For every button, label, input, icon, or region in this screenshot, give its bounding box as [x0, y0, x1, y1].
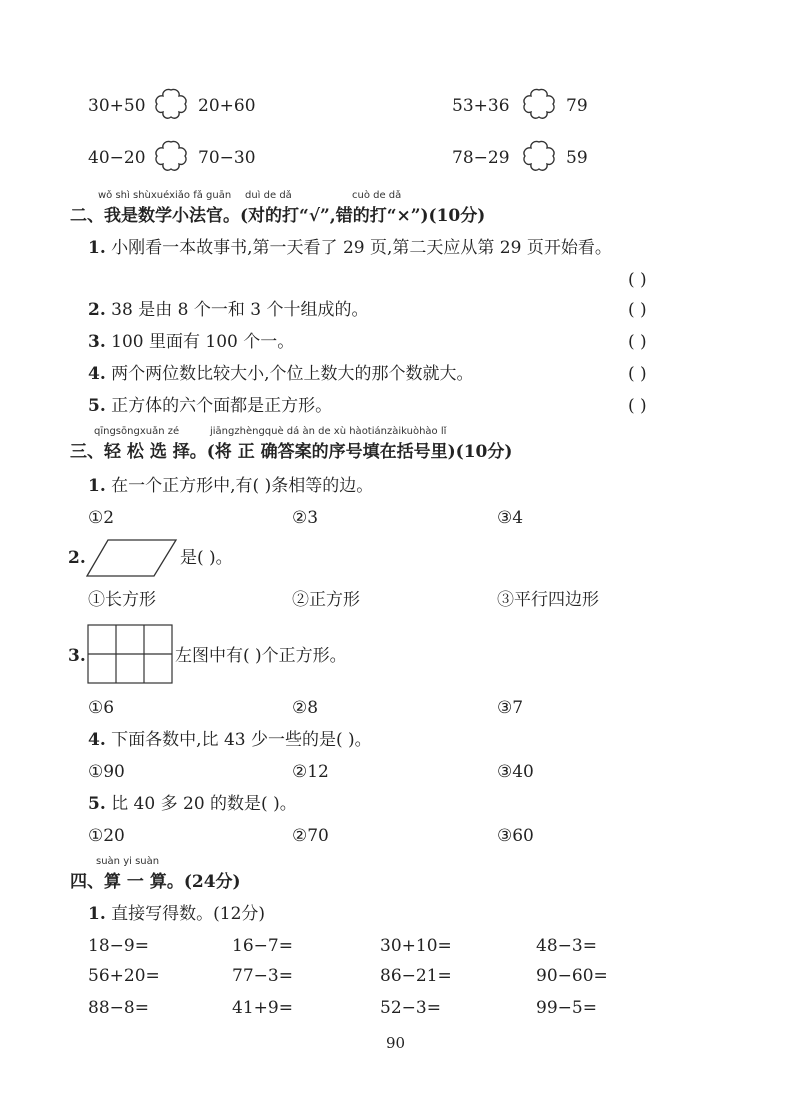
calc-r1-c3[interactable]: 30+10= — [380, 936, 452, 956]
section3-pinyin-b: jiāngzhèngquè dá àn de xù hàotiánzàikuòhào lǐ — [210, 426, 447, 437]
item-number: 4. — [88, 364, 106, 384]
option-q4-3[interactable]: ③40 — [497, 762, 534, 782]
calc-r2-c3[interactable]: 86−21= — [380, 966, 452, 986]
compare-left-3: 40−20 — [88, 148, 146, 168]
section2-item-4 — [88, 364, 474, 384]
option-q5-2[interactable]: ②70 — [292, 826, 329, 846]
compare-left-1: 30+50 — [88, 96, 146, 116]
answer-paren-2-2[interactable]: ( ) — [628, 300, 647, 320]
option-q3-2[interactable]: ②8 — [292, 698, 319, 718]
section3-pinyin-a: qīngsōngxuǎn zé — [94, 426, 180, 437]
section3-q5 — [88, 794, 297, 814]
item-text: 38 是由 8 个一和 3 个十组成的。 — [111, 300, 369, 320]
calc-r2-c4[interactable]: 90−60= — [536, 966, 608, 986]
calc-r2-c1[interactable]: 56+20= — [88, 966, 160, 986]
item-number: 2. — [88, 300, 106, 320]
section4-sub — [88, 904, 265, 924]
option-q1-1[interactable]: ①2 — [88, 508, 115, 528]
option-q3-3[interactable]: ③7 — [497, 698, 524, 718]
item-text: 100 里面有 100 个一。 — [111, 332, 295, 352]
question-number: 4. — [88, 730, 106, 750]
section3-q2-text: 是( )。 — [180, 548, 233, 568]
section4-pinyin: suàn yi suàn — [96, 856, 160, 867]
option-q5-3[interactable]: ③60 — [497, 826, 534, 846]
section2-pinyin-b: duì de dǎ — [245, 190, 292, 201]
item-text: 小刚看一本故事书,第一天看了 29 页,第二天应从第 29 页开始看。 — [111, 238, 612, 258]
section3-q2-number: 2. — [68, 548, 86, 568]
calc-r2-c2[interactable]: 77−3= — [232, 966, 293, 986]
calc-r1-c2[interactable]: 16−7= — [232, 936, 293, 956]
compare-right-2: 79 — [566, 96, 588, 116]
parallelogram-figure — [86, 538, 178, 578]
item-number: 5. — [88, 396, 106, 416]
item-text: 正方体的六个面都是正方形。 — [111, 396, 333, 416]
compare-right-3: 70−30 — [198, 148, 256, 168]
option-q1-2[interactable]: ②3 — [292, 508, 319, 528]
compare-left-4: 78−29 — [452, 148, 510, 168]
option-q2-2[interactable]: ②正方形 — [292, 590, 360, 610]
page-number: 90 — [386, 1034, 406, 1052]
section2-item-5 — [88, 396, 332, 416]
option-q2-3[interactable]: ③平行四边形 — [497, 590, 599, 610]
flower-answer-circle-3[interactable] — [152, 139, 190, 173]
section4-title: 四、算 一 算。(24分) — [70, 872, 241, 892]
section3-q3-text: 左图中有( )个正方形。 — [175, 646, 347, 666]
item-number: 3. — [88, 332, 106, 352]
item-number: 1. — [88, 238, 106, 258]
calc-r3-c3[interactable]: 52−3= — [380, 998, 441, 1018]
question-text: 下面各数中,比 43 少一些的是( )。 — [111, 730, 372, 750]
option-q1-3[interactable]: ③4 — [497, 508, 524, 528]
section2-pinyin-a: wǒ shì shùxuéxiǎo fǎ guān — [98, 190, 232, 201]
calc-r1-c1[interactable]: 18−9= — [88, 936, 149, 956]
flower-answer-circle-2[interactable] — [520, 87, 558, 121]
option-q2-1[interactable]: ①长方形 — [88, 590, 156, 610]
question-text: 在一个正方形中,有( )条相等的边。 — [111, 476, 374, 496]
option-q5-1[interactable]: ①20 — [88, 826, 125, 846]
question-number: 1. — [88, 904, 106, 924]
section2-title: 二、我是数学小法官。(对的打“√”,错的打“×”)(10分) — [70, 206, 486, 226]
answer-paren-2-5[interactable]: ( ) — [628, 396, 647, 416]
question-number: 1. — [88, 476, 106, 496]
option-q4-2[interactable]: ②12 — [292, 762, 329, 782]
compare-right-4: 59 — [566, 148, 588, 168]
answer-paren-2-1[interactable]: ( ) — [628, 270, 647, 290]
section2-pinyin-c: cuò de dǎ — [352, 190, 402, 201]
flower-answer-circle-4[interactable] — [520, 139, 558, 173]
section2-item-3 — [88, 332, 294, 352]
calc-r3-c4[interactable]: 99−5= — [536, 998, 597, 1018]
square-grid-figure — [87, 624, 173, 684]
compare-right-1: 20+60 — [198, 96, 256, 116]
compare-left-2: 53+36 — [452, 96, 510, 116]
section2-item-2 — [88, 300, 368, 320]
section3-q4 — [88, 730, 372, 750]
calc-r1-c4[interactable]: 48−3= — [536, 936, 597, 956]
section3-q1 — [88, 476, 373, 496]
option-q4-1[interactable]: ①90 — [88, 762, 125, 782]
answer-paren-2-3[interactable]: ( ) — [628, 332, 647, 352]
answer-paren-2-4[interactable]: ( ) — [628, 364, 647, 384]
section3-title: 三、轻 松 选 择。(将 正 确答案的序号填在括号里)(10分) — [70, 442, 513, 462]
question-number: 5. — [88, 794, 106, 814]
section2-item-1 — [88, 238, 612, 258]
question-text: 直接写得数。(12分) — [111, 904, 266, 924]
calc-r3-c1[interactable]: 88−8= — [88, 998, 149, 1018]
question-text: 比 40 多 20 的数是( )。 — [111, 794, 297, 814]
option-q3-1[interactable]: ①6 — [88, 698, 115, 718]
section3-q3-number: 3. — [68, 646, 86, 666]
calc-r3-c2[interactable]: 41+9= — [232, 998, 293, 1018]
flower-answer-circle-1[interactable] — [152, 87, 190, 121]
item-text: 两个两位数比较大小,个位上数大的那个数就大。 — [111, 364, 474, 384]
